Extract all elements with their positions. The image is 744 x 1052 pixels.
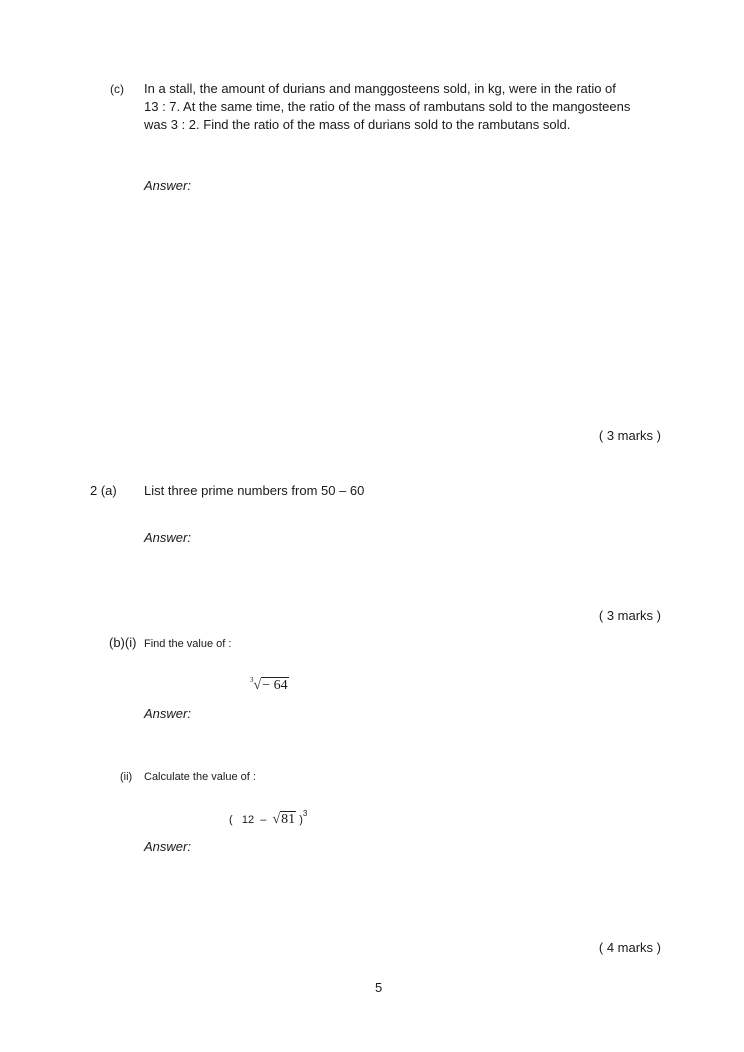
marks-label: ( 3 marks )	[598, 428, 661, 443]
question-c-line-2: 13 : 7. At the same time, the ratio of the mass of rambutans sold to the mangosteens	[144, 99, 631, 114]
question-c-line-1: In a stall, the amount of durians and manggosteens sold, in kg, were in the ratio of	[144, 81, 616, 96]
question-label-2a: 2 (a)	[90, 483, 117, 498]
cube-root-expression	[250, 671, 289, 695]
minus-sign: –	[260, 814, 267, 826]
root-index: 3	[250, 676, 254, 684]
page-number: 5	[375, 980, 383, 995]
question-label-2bii: (ii)	[120, 771, 133, 783]
radicand: 81	[281, 812, 296, 827]
close-paren: )	[299, 814, 303, 826]
open-paren: (	[229, 814, 233, 826]
question-2bii-text: Calculate the value of :	[144, 771, 256, 783]
marks-label: ( 3 marks )	[598, 608, 661, 623]
radicand: − 64	[262, 678, 288, 693]
power-expression	[229, 805, 307, 829]
exponent: 3	[302, 809, 308, 818]
question-c-line-3: was 3 : 2. Find the ratio of the mass of durians sold to the rambutans sold.	[144, 117, 571, 132]
answer-label: Answer:	[144, 530, 191, 545]
term: 12	[241, 814, 255, 826]
answer-label: Answer:	[144, 178, 191, 193]
radical-sign-icon: √	[272, 812, 281, 827]
question-label-c: (c)	[110, 82, 124, 96]
answer-label: Answer:	[144, 839, 191, 854]
answer-label: Answer:	[144, 706, 191, 721]
radical-sign-icon: √	[253, 678, 262, 693]
question-label-2bi: (b)(i)	[109, 635, 137, 650]
question-2a-text: List three prime numbers from 50 – 60	[144, 483, 365, 498]
question-2bi-text: Find the value of :	[144, 638, 232, 650]
marks-label: ( 4 marks )	[598, 940, 661, 955]
